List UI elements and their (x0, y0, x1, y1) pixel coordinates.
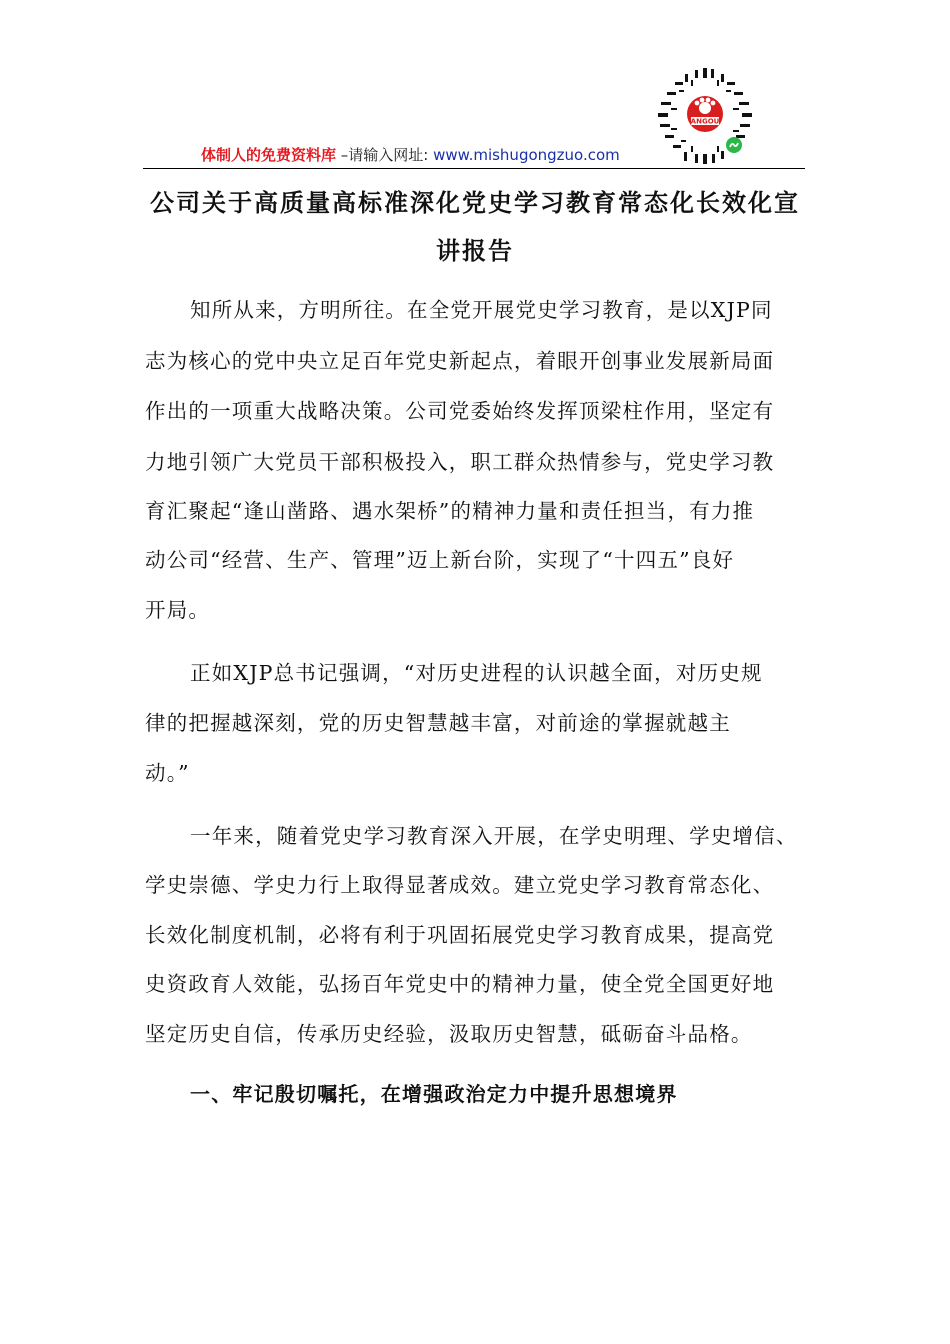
paragraph-line: 史资政育人效能，弘扬百年党史中的精神力量，使全党全国更好地 (145, 972, 775, 996)
header-banner (201, 146, 620, 164)
paragraph-line: 一年来，随着党史学习教育深入开展，在学史明理、学史增信、 (190, 824, 798, 848)
site-url-link[interactable]: www.mishugongzuo.com (433, 146, 620, 164)
section-heading: 一、牢记殷切嘱托，在增强政治定力中提升思想境界 (190, 1082, 678, 1106)
paragraph-line: 坚定历史自信，传承历史经验，汲取历史智慧，砥砺奋斗品格。 (145, 1022, 753, 1046)
paragraph-line: 动。” (145, 761, 190, 785)
qr-logo-label: ANGOU (690, 117, 720, 126)
document-title-line-2: 讲报告 (436, 236, 514, 265)
paragraph-line: 育汇聚起“逢山凿路、遇水架桥”的精神力量和责任担当，有力推 (145, 499, 755, 523)
page-header (0, 0, 950, 175)
paragraph-line: 志为核心的党中央立足百年党史新起点，着眼开创事业发展新局面 (145, 349, 775, 373)
paragraph-line: 动公司“经营、生产、管理”迈上新台阶，实现了“十四五”良好 (145, 548, 735, 572)
url-prompt: –请输入网址: (340, 146, 429, 164)
paragraph-line: 正如XJP总书记强调，“对历史进程的认识越全面，对历史规 (190, 661, 763, 685)
paragraph-line: 律的把握越深刻，党的历史智慧越丰富，对前途的掌握就越主 (145, 711, 731, 735)
document-title-line-1: 公司关于高质量高标准深化党史学习教育常态化长效化宣 (150, 188, 800, 217)
paragraph-line: 知所从来，方明所往。在全党开展党史学习教育，是以XJP同 (190, 298, 773, 322)
paragraph-line: 学史崇德、学史力行上取得显著成效。建立党史学习教育常态化、 (145, 873, 775, 897)
header-divider (143, 168, 805, 169)
mini-program-qr-code[interactable] (655, 66, 755, 166)
paragraph-line: 长效化制度机制，必将有利于巩固拓展党史学习教育成果，提高党 (145, 923, 775, 947)
brand-name: 体制人的免费资料库 (201, 146, 337, 164)
paragraph-line: 力地引领广大党员干部积极投入，职工群众热情参与，党史学习教 (145, 450, 775, 474)
paragraph-line: 作出的一项重大战略决策。公司党委始终发挥顶梁柱作用，坚定有 (145, 399, 775, 423)
paragraph-line: 开局。 (145, 598, 211, 622)
